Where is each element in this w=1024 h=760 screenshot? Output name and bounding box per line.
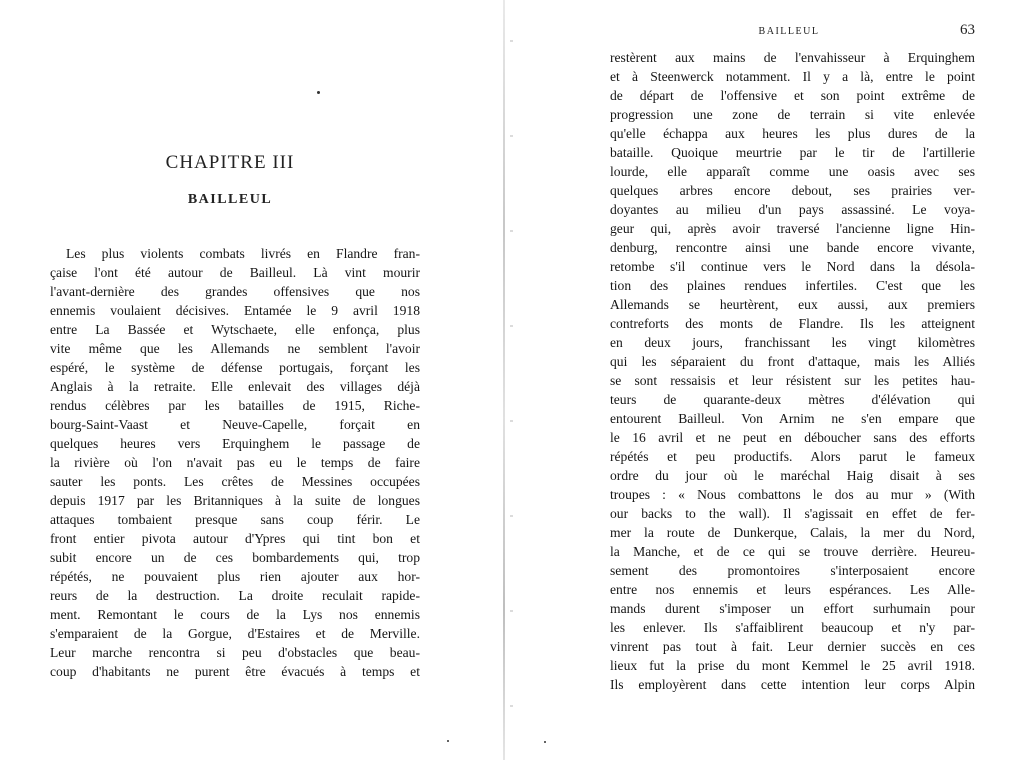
text-line: our backs to the wall). Il s'agissait en effet de fer- bbox=[610, 506, 975, 521]
text-line: subit encore un de ces bombardements qui, trop bbox=[50, 550, 420, 565]
text-line: lourde, elle apparaît comme une oasis avec ses bbox=[610, 164, 975, 179]
text-line: la Manche, et de ce qui se trouve derrière. Heureu- bbox=[610, 544, 975, 559]
text-line: ordre du jour où le maréchal Haig disait à ses bbox=[610, 468, 975, 483]
text-line: progression une zone de terrain si vite enlevée bbox=[610, 107, 975, 122]
text-line: de départ de l'offensive et son point extrême de bbox=[610, 88, 975, 103]
text-line: entre La Bassée et Wytschaete, elle enfonça, plus bbox=[50, 322, 420, 337]
text-line: quelques arbres encore debout, ses prairies ver- bbox=[610, 183, 975, 198]
text-line: rendus célèbres par les batailles de 1915, Riche- bbox=[50, 398, 420, 413]
text-line: l'avant-dernière des grandes offensives que nos bbox=[50, 284, 420, 299]
text-line: sement des promontoires s'interposaient encore bbox=[610, 563, 975, 578]
chapter-subtitle: BAILLEUL bbox=[187, 192, 273, 207]
left-page-text bbox=[50, 244, 420, 681]
text-line: Ils employèrent dans cette intention leur corps Alpin bbox=[610, 677, 975, 692]
text-line: espéré, le système de défense portugais, forçant les bbox=[50, 360, 420, 375]
text-line: Leur marche rencontra si peu d'obstacles que beau- bbox=[50, 645, 420, 660]
text-line: coup d'habitants ne purent être évacués à temps et bbox=[50, 664, 420, 679]
text-line: qu'elle échappa aux heures les plus dures de la bbox=[610, 126, 975, 141]
text-line: ment. Remontant le cours de la Lys nos ennemis bbox=[50, 607, 420, 622]
text-line: depuis 1917 par les Britanniques à la suite de longues bbox=[50, 493, 420, 508]
text-line: mands durent s'imposer un effort surhumain pour bbox=[610, 601, 975, 616]
text-line: répétés, ne pouvaient plus rien ajouter aux hor- bbox=[50, 569, 420, 584]
text-line: doyantes au milieu d'un pays assassiné. Le voya- bbox=[610, 202, 975, 217]
text-line: teurs de quarante-deux mètres d'élévation qui bbox=[610, 392, 975, 407]
page-number: 63 bbox=[960, 22, 975, 38]
text-line: Anglais à la retraite. Elle enlevait des villages déjà bbox=[50, 379, 420, 394]
text-line: contreforts des monts de Flandre. Ils les atteignent bbox=[610, 316, 975, 331]
text-line: en deux jours, franchissant les vingt kilomètres bbox=[610, 335, 975, 350]
text-line: denburg, rencontre ainsi une bande encore vivante, bbox=[610, 240, 975, 255]
text-line: vinrent pas tout à fait. Leur dernier succès en ces bbox=[610, 639, 975, 654]
text-line: retombe s'il continue vers le Nord dans la désola- bbox=[610, 259, 975, 274]
gutter-shadow bbox=[510, 0, 513, 760]
paper-speck bbox=[544, 741, 546, 743]
text-line: et à Steenwerck notamment. Il y a là, entre le point bbox=[610, 69, 975, 84]
text-line: sauter les ponts. Les crêtes de Messines occupées bbox=[50, 474, 420, 489]
text-line: entourent Bailleul. Von Arnim ne s'en empare que bbox=[610, 411, 975, 426]
text-line: le 16 avril et ne peut en déboucher sans des efforts bbox=[610, 430, 975, 445]
text-line: les enlever. Ils s'affaiblirent beaucoup et n'y par- bbox=[610, 620, 975, 635]
text-line: front entier pivota autour d'Ypres qui tint bon et bbox=[50, 531, 420, 546]
text-line: ennemis voulaient décisives. Entamée le 9 avril 1918 bbox=[50, 303, 420, 318]
running-head bbox=[603, 22, 975, 42]
paper-speck bbox=[447, 740, 449, 742]
text-line: Allemands se heurtèrent, eux aussi, aux premiers bbox=[610, 297, 975, 312]
text-line: vite même que les Allemands ne semblent l'avoir bbox=[50, 341, 420, 356]
text-line: restèrent aux mains de l'envahisseur à Erquinghem bbox=[610, 50, 975, 65]
page-gutter bbox=[503, 0, 505, 760]
text-line: Les plus violents combats livrés en Flandre fran- bbox=[66, 246, 420, 261]
text-line: se sont ressaisis et leur résistent sur les petites hau- bbox=[610, 373, 975, 388]
text-line: qui les séparaient du front d'attaque, mais les Alliés bbox=[610, 354, 975, 369]
right-page-text bbox=[610, 48, 975, 694]
text-line: lieux fut la prise du mont Kemmel le 25 avril 1918. bbox=[610, 658, 975, 673]
text-line: bourg-Saint-Vaast et Neuve-Capelle, forçait en bbox=[50, 417, 420, 432]
running-title: BAILLEUL bbox=[758, 26, 820, 37]
left-page bbox=[40, 0, 420, 760]
text-line: çaise l'ont été autour de Bailleul. Là vint mourir bbox=[50, 265, 420, 280]
text-line: répétés et peu productifs. Alors parut le fameux bbox=[610, 449, 975, 464]
text-line: s'emparaient de la Gorgue, d'Estaires et de Merville. bbox=[50, 626, 420, 641]
text-line: geur qui, après avoir traversé l'ancienne ligne Hin- bbox=[610, 221, 975, 236]
chapter-title: CHAPITRE III bbox=[165, 152, 295, 173]
text-line: attaques tombaient presque sans coup férir. Le bbox=[50, 512, 420, 527]
text-line: troupes : « Nous combattons le dos au mur » (With bbox=[610, 487, 975, 502]
text-line: bataille. Quoique meurtrie par le tir de l'artillerie bbox=[610, 145, 975, 160]
text-line: la rivière où l'on n'avait pas eu le temps de faire bbox=[50, 455, 420, 470]
right-page bbox=[603, 0, 975, 760]
text-line: tion des plaines rendues infertiles. C'est que les bbox=[610, 278, 975, 293]
text-line: entre nos ennemis et leurs espérances. Les Alle- bbox=[610, 582, 975, 597]
text-line: reurs de la destruction. La droite reculait rapide- bbox=[50, 588, 420, 603]
text-line: mer la route de Dunkerque, Calais, la mer du Nord, bbox=[610, 525, 975, 540]
text-line: quelques heures vers Erquinghem le passage de bbox=[50, 436, 420, 451]
